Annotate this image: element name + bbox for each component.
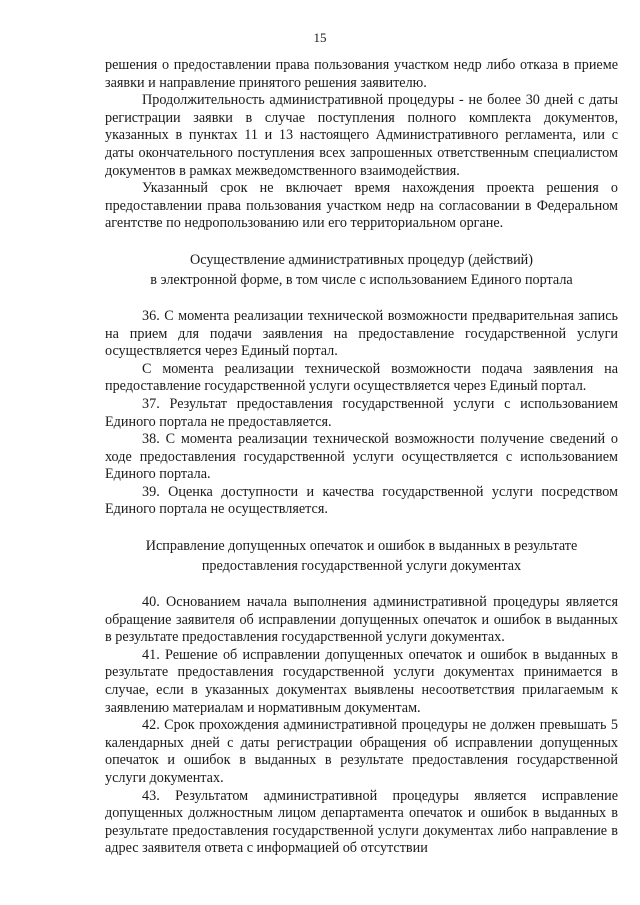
document-body <box>105 57 618 858</box>
heading-line: Исправление допущенных опечаток и ошибок в выданных в результате <box>145 538 578 555</box>
paragraph-42: 42. Срок прохождения административной процедуры не должен превышать 5 календарных дней с даты регистрации обращения об исправлении допущенных опечаток и ошибок в выданных в результате предоставления государственной услуги документах. <box>105 717 618 786</box>
paragraph-term-exclusion: Указанный срок не включает время нахождения проекта решения о предоставлении права пользования участком недр на согласовании в Федеральном агентстве по недропользованию или его территориальном органе. <box>105 180 618 232</box>
paragraph-procedure-duration: Продолжительность административной процедуры - не более 30 дней с даты регистрации заявки в случае поступления полного комплекта документов, указанных в пунктах 11 и 13 настоящего Административного регламента, или с даты окончательного поступления всех запрошенных ответственным специалистом документов в рамках межведомственного взаимодействия. <box>105 92 618 179</box>
paragraph-39: 39. Оценка доступности и качества государственной услуги посредством Единого портала не осуществляется. <box>105 483 618 518</box>
section-heading-electronic-form <box>105 250 618 290</box>
paragraph-37: 37. Результат предоставления государственной услуги с использованием Единого портала не предоставляется. <box>105 395 618 430</box>
paragraph-36-continued: С момента реализации технической возможности подача заявления на предоставление государственной услуги осуществляется через Единый портал. <box>105 360 618 395</box>
paragraph-continuation: решения о предоставлении права пользования участком недр либо отказа в приеме заявки и направление принятого решения заявителю. <box>105 57 618 91</box>
heading-line: в электронной форме, в том числе с использованием Единого портала <box>150 271 573 288</box>
page-number: 15 <box>313 30 327 45</box>
section-heading-corrections <box>105 536 618 576</box>
heading-line: предоставления государственной услуги документах <box>201 558 522 575</box>
heading-line: Осуществление административных процедур (действий) <box>189 251 534 268</box>
paragraph-41: 41. Решение об исправлении допущенных опечаток и ошибок в выданных в результате предоставления государственной услуги документах принимается в случае, если в указанных документах выявлены несоответствия прилагаемым к заявлению материалам и нормативным документам. <box>105 646 618 716</box>
paragraph-36: 36. С момента реализации технической возможности предварительная запись на прием для подачи заявления на предоставление государственной услуги осуществляется через Единый портал. <box>105 307 618 360</box>
paragraph-38: 38. С момента реализации технической возможности получение сведений о ходе предоставления государственной услуги осуществляется с использованием Единого портала. <box>105 431 618 483</box>
paragraph-43: 43. Результатом административной процедуры является исправление допущенных должностным лицом департамента опечаток и ошибок в выданных в результате предоставления государственной услуги документах либо направление в адрес заявителя ответа с информацией об отсутствии <box>105 787 618 857</box>
paragraph-40: 40. Основанием начала выполнения административной процедуры является обращение заявителя об исправлении допущенных опечаток и ошибок в выданных в результате предоставления государственной услуги документах. <box>105 594 618 646</box>
